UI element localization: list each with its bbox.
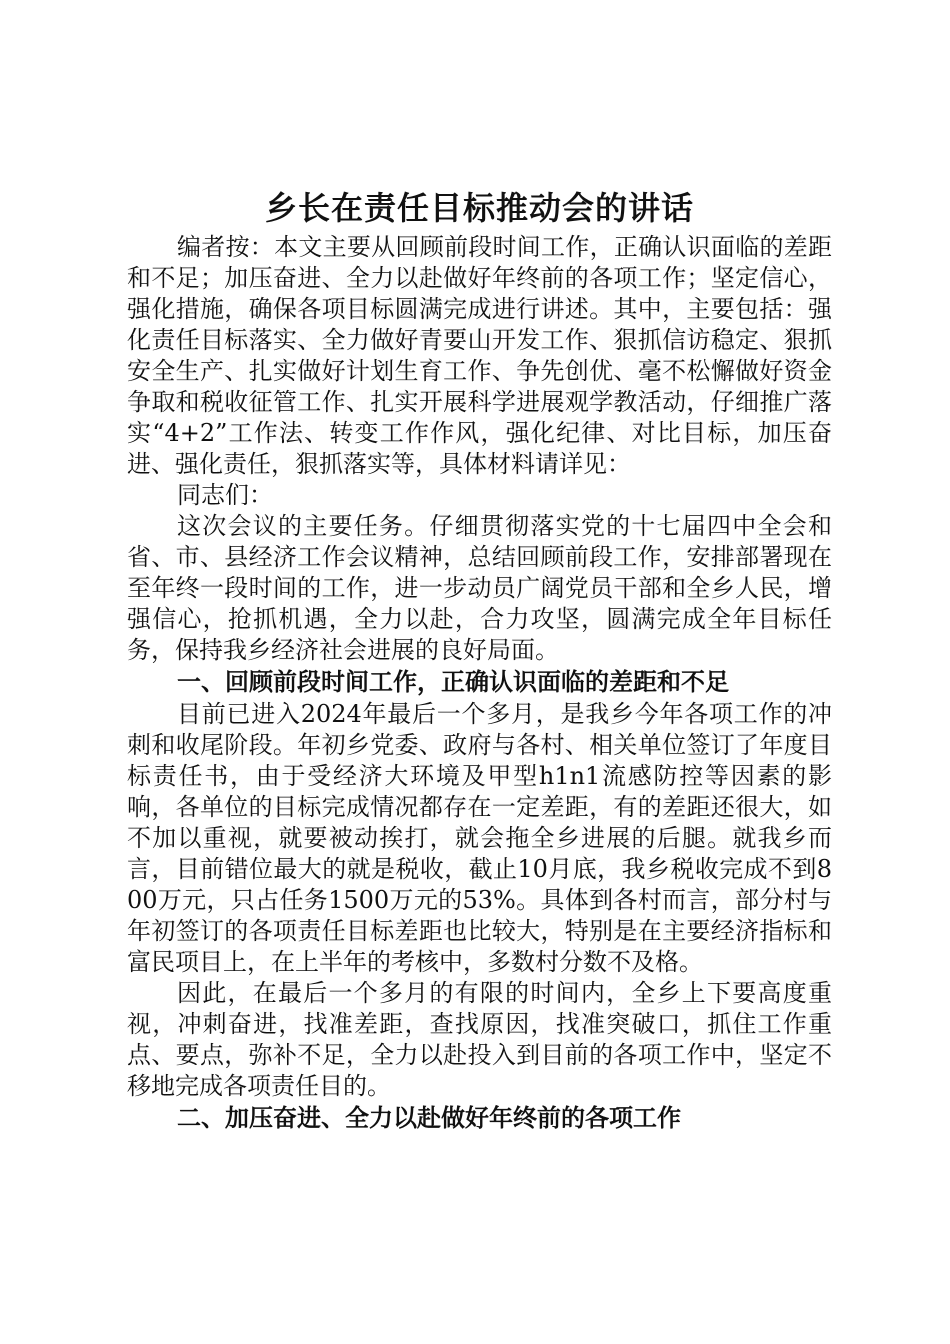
section-heading-2: 二、加压奋进、全力以赴做好年终前的各项工作 bbox=[177, 1104, 681, 1132]
editor-note: 编者按：本文主要从回顾前段时间工作，正确认识面临的差距和不足；加压奋进、全力以赴做好年终前的各项工作；坚定信心，强化措施，确保各项目标圆满完成进行讲述。其中，主要包括：强化责任目标落实、全力做好青要山开发工作、狠抓信访稳定、狠抓安全生产、扎实做好计划生育工作、争先创优、毫不松懈做好资金争取和税收征管工作、扎实开展科学进展观学教活动，仔细推广落实“4+2”工作法、转变工作作风，强化纪律、对比目标，加压奋进、强化责任，狠抓落实等，具体材料请详见： bbox=[127, 233, 832, 478]
intro-paragraph: 这次会议的主要任务。仔细贯彻落实党的十七届四中全会和省、市、县经济工作会议精神，总结回顾前段工作，安排部署现在至年终一段时间的工作，进一步动员广阔党员干部和全乡人民，增强信心，抢抓机遇，全力以赴，合力攻坚，圆满完成全年目标任务，保持我乡经济社会进展的良好局面。 bbox=[127, 512, 832, 664]
section1-paragraph-2: 因此，在最后一个多月的有限的时间内，全乡上下要高度重视，冲刺奋进，找准差距，查找原因，找准突破口，抓住工作重点、要点，弥补不足，全力以赴投入到目前的各项工作中，坚定不移地完成各项责任目的。 bbox=[127, 979, 832, 1100]
salutation: 同志们： bbox=[177, 481, 273, 509]
section1-paragraph-1: 目前已进入2024年最后一个多月，是我乡今年各项工作的冲刺和收尾阶段。年初乡党委、政府与各村、相关单位签订了年度目标责任书，由于受经济大环境及甲型h1n1流感防控等因素的影响，各单位的目标完成情况都存在一定差距，有的差距还很大，如不加以重视，就要被动挨打，就会拖全乡进展的后腿。就我乡而言，目前错位最大的就是税收，截止10月底，我乡税收完成不到800万元，只占任务1500万元的53%。具体到各村而言，部分村与年初签订的各项责任目标差距也比较大，特别是在主要经济指标和富民项目上，在上半年的考核中，多数村分数不及格。 bbox=[127, 700, 832, 976]
document-title: 乡长在责任目标推动会的讲话 bbox=[264, 189, 694, 227]
document-page bbox=[127, 186, 832, 1135]
section-heading-1: 一、回顾前段时间工作，正确认识面临的差距和不足 bbox=[177, 668, 729, 696]
